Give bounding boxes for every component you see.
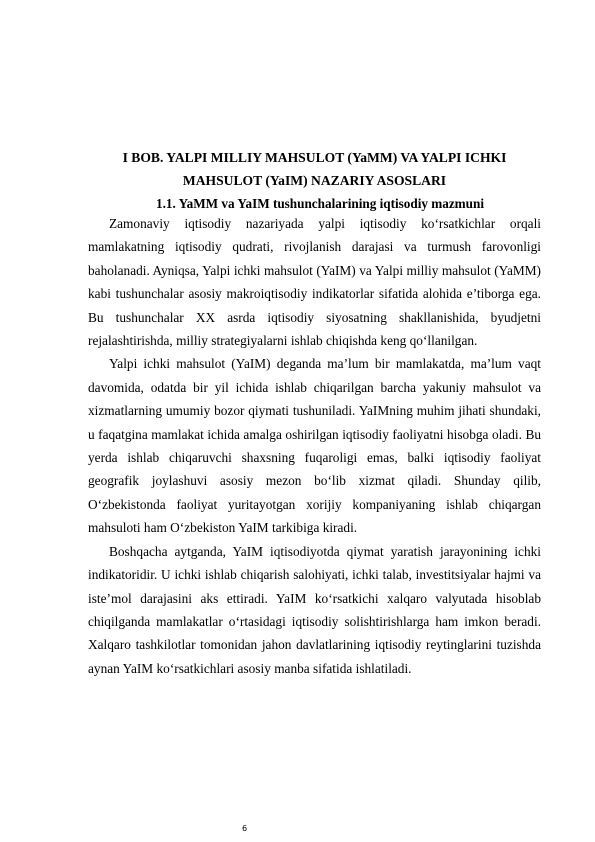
chapter-title-line-1: I BOB. YALPI MILLIY MAHSULOT (YaMM) VA YALPI ICHKI (122, 150, 507, 165)
paragraph: Zamonaviy iqtisodiy nazariyada yalpi iqtisodiy ko‘rsatkichlar orqali mamlakatning iqtisodiy qudrati, rivojlanish darajasi va turmush farovonligi baholanadi. Ayniqsa, Yalpi ichki mahsulot (YaIM) va Yalpi milliy mahsulot (YaMM) kabi tushunchalar asosiy makroiqtisodiy indikatorlar sifatida alohida e’tiborga ega. Bu tushunchalar XX asrda iqtisodiy siyosatning shakllanishida, byudjetni rejalashtirishda, milliy strategiyalarni ishlab chiqishda keng qo‘llanilgan. (88, 216, 541, 349)
section-title: 1.1. YaMM va YaIM tushunchalarining iqtisodiy mazmuni (155, 196, 485, 211)
paragraph: Boshqacha aytganda, YaIM iqtisodiyotda qiymat yaratish jarayonining ichki indikatoridir. U ichki ishlab chiqarish salohiyati, ichki talab, investitsiyalar hajmi va iste’mol darajasini aks ettiradi. YaIM ko‘rsatkichi xalqaro valyutada hisoblab chiqilganda mamlakatlar o‘rtasidagi iqtisodiy solishtirishlarga ham imkon beradi. Xalqaro tashkilotlar tomonidan jahon davlatlarining iqtisodiy reytinglarini tuzishda aynan YaIM ko‘rsatkichlari asosiy manba sifatida ishlatiladi. (88, 543, 541, 676)
page-number: 6 (242, 824, 248, 833)
paragraph: Yalpi ichki mahsulot (YaIM) deganda ma’lum bir mamlakatda, ma’lum vaqt davomida, odatda bir yil ichida ishlab chiqarilgan barcha yakuniy mahsulot va xizmatlarning umumiy bozor qiymati tushuniladi. YaIMning muhim jihati shundaki, u faqatgina mamlakat ichida amalga oshirilgan iqtisodiy faoliyatni hisobga oladi. Bu yerda ishlab chiqaruvchi shaxsning fuqaroligi emas, balki iqtisodiy faoliyat geografik joylashuvi asosiy mezon bo‘lib xizmat qiladi. Shunday qilib, O‘zbekistonda faoliyat yuritayotgan xorijiy kompaniyaning ishlab chiqargan mahsuloti ham O‘zbekiston YaIM tarkibiga kiradi. (88, 356, 541, 536)
body-text (88, 212, 541, 680)
chapter-title-line-2: MAHSULOT (YaIM) NAZARIY ASOSLARI (182, 173, 447, 188)
